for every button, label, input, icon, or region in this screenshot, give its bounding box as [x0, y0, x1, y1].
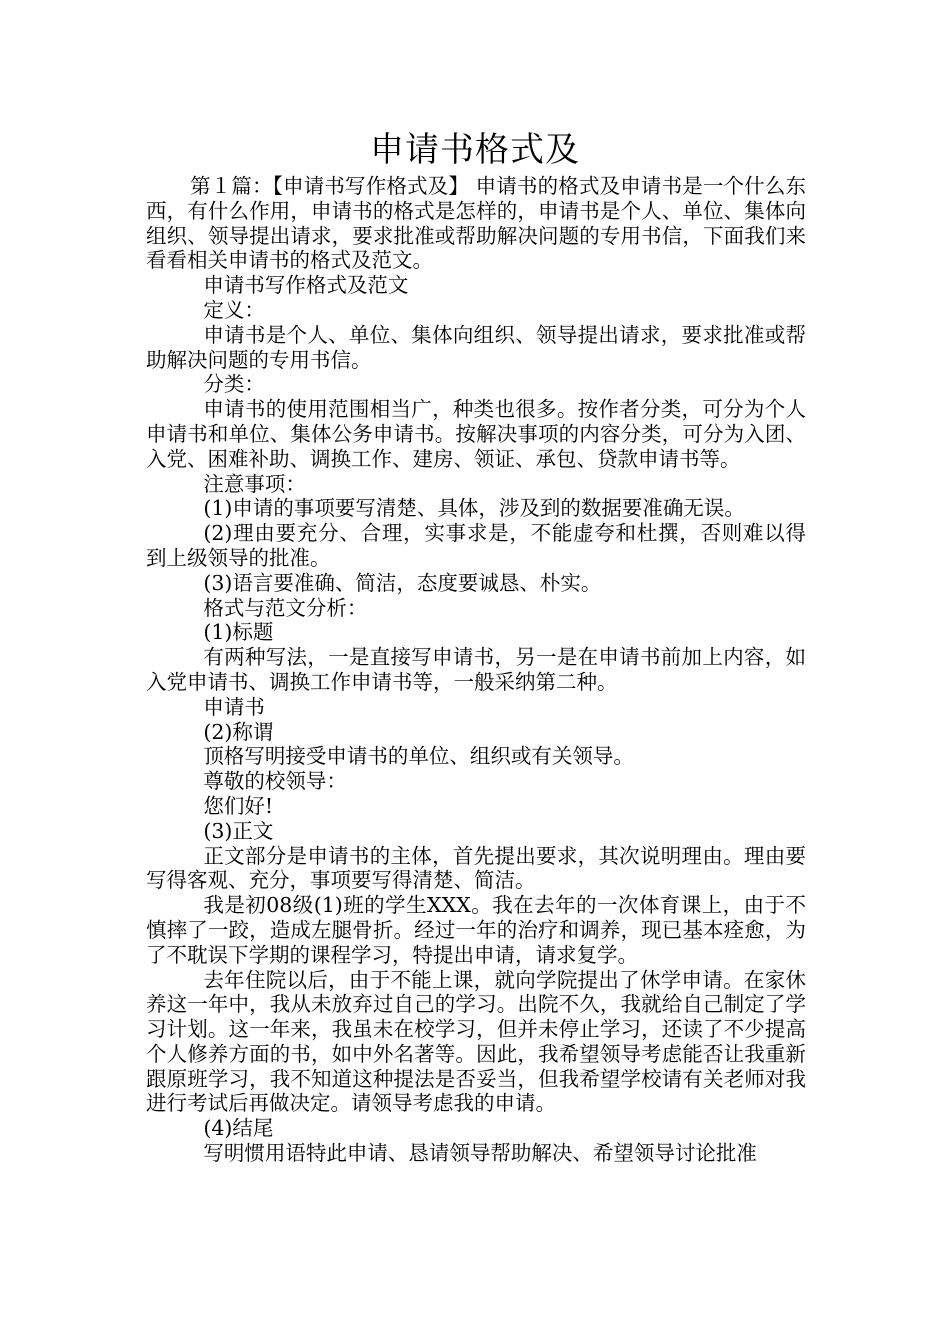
- format-item-body: (3)正文: [203, 818, 274, 843]
- format-analysis-label: 格式与范文分析：: [203, 595, 368, 620]
- note-item-2: (2)理由要充分、合理，实事求是，不能虚夸和杜撰，否则难以得到上级领导的批准。: [146, 521, 806, 570]
- definition-paragraph: 申请书是个人、单位、集体向组织、领导提出请求，要求批准或帮助解决问题的专用书信。: [146, 322, 806, 372]
- example-salutation: 尊敬的校领导：: [203, 769, 347, 794]
- note-item-1: (1)申请的事项要写清楚、具体，涉及到的数据要准确无误。: [203, 496, 745, 521]
- intro-paragraph: 第１篇：【申请书写作格式及】 申请书的格式及申请书是一个什么东西，有什么作用，申请书的格式是怎样的，申请书是个人、单位、集体向组织、领导提出请求，要求批准或帮助解决问题的专用书信，下面我们来看看相关申请书的格式及范文。: [146, 174, 806, 273]
- document-title: 申请书格式及: [370, 130, 580, 170]
- note-item-3: (3)语言要准确、简洁，态度要诚恳、朴实。: [203, 570, 602, 595]
- category-label: 分类：: [203, 372, 265, 397]
- title-paragraph: 有两种写法，一是直接写申请书，另一是在申请书前加上内容，如入党申请书、调换工作申请书等，一般采纳第二种。: [146, 645, 806, 694]
- section-heading: 申请书写作格式及范文: [203, 273, 409, 298]
- document-body: [146, 174, 806, 1166]
- format-item-title: (1)标题: [203, 620, 274, 645]
- notes-label: 注意事项：: [203, 471, 306, 496]
- example-body-paragraph-1: 我是初08级(1)班的学生XXX。我在去年的一次体育课上，由于不慎摔了一跤，造成左腿骨折。经过一年的治疗和调养，现已基本痊愈，为了不耽误下学期的课程学习，特提出申请，请求复学。: [146, 893, 806, 967]
- ending-paragraph: 写明惯用语特此申请、恳请领导帮助解决、希望领导讨论批准: [203, 1141, 757, 1166]
- body-paragraph: 正文部分是申请书的主体，首先提出要求，其次说明理由。理由要写得客观、充分，事项要写得清楚、简洁。: [146, 843, 806, 893]
- salutation-paragraph: 顶格写明接受申请书的单位、组织或有关领导。: [203, 744, 634, 769]
- example-greeting: 您们好!: [203, 793, 274, 818]
- definition-label: 定义：: [203, 297, 265, 322]
- example-title: 申请书: [203, 694, 265, 719]
- category-paragraph: 申请书的使用范围相当广，种类也很多。按作者分类，可分为个人申请书和单位、集体公务申请书。按解决事项的内容分类，可分为入团、入党、困难补助、调换工作、建房、领证、承包、贷款申请书等。: [146, 397, 806, 471]
- format-item-ending: (4)结尾: [203, 1116, 274, 1141]
- example-body-paragraph-2: 去年住院以后，由于不能上课，就向学院提出了休学申请。在家休养这一年中，我从未放弃过自己的学习。出院不久，我就给自己制定了学习计划。这一年来，我虽未在校学习，但并未停止学习，还读了不少提高个人修养方面的书，如中外名著等。因此，我希望领导考虑能否让我重新跟原班学习，我不知道这种提法是否妥当，但我希望学校请有关老师对我进行考试后再做决定。请领导考虑我的申请。: [146, 967, 806, 1116]
- format-item-salutation: (2)称谓: [203, 719, 274, 744]
